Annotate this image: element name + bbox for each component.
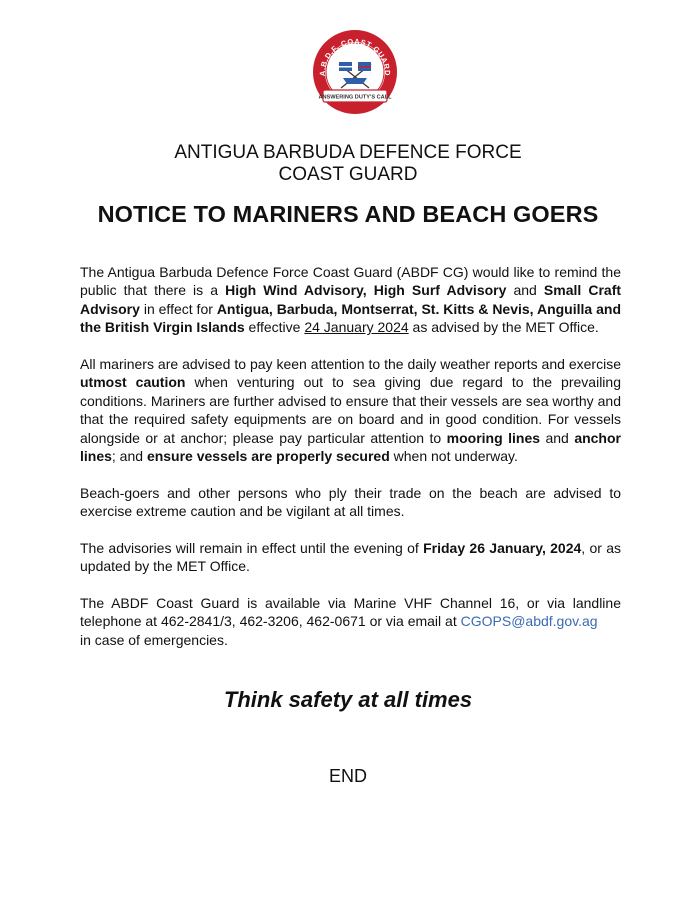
- bold-text: anchor lines: [80, 429, 621, 465]
- beach-goers-paragraph: [80, 484, 621, 521]
- bold-text: Friday 26 January, 2024: [423, 540, 582, 556]
- end-marker: END: [328, 766, 367, 786]
- safety-slogan: Think safety at all times: [223, 687, 473, 712]
- bold-text: utmost caution: [80, 374, 186, 391]
- logo-motto: ANSWERING DUTY'S CALL: [318, 94, 392, 101]
- text-run: in effect for: [139, 300, 217, 317]
- text-run: when not underway.: [389, 448, 518, 465]
- text-run: The advisories will remain in effect until the evening of: [80, 540, 424, 556]
- text-run: The ABDF Coast Guard is available via Marine VHF Channel 16, or via landline telephone at 462-2841/3, 462-3206, 462-0671 or via email at: [80, 595, 621, 630]
- text-run: , or as updated by the MET Office.: [80, 540, 621, 575]
- abdf-coast-guard-logo: [305, 26, 405, 118]
- bold-text: Small Craft Advisory: [80, 282, 622, 317]
- text-run: Beach-goers and other persons who ply their trade on the beach are advised to exercise extreme caution and be vigilant at all times.: [80, 485, 621, 520]
- bold-text: High Wind Advisory, High Surf Advisory: [225, 282, 507, 299]
- text-run: in case of emergencies.: [80, 631, 228, 648]
- text-run: and: [540, 429, 575, 446]
- logo-top-text: A.B.D.F. COAST GUARD: [317, 36, 393, 77]
- text-run: when venturing out to sea giving due regard to the prevailing conditions. Mariners are further advised to ensure that their vessels are sea worthy and that the required safety equipments are on board and in good condition. For vessels alongside or at anchor; please pay particular attention to: [80, 374, 621, 446]
- duration-paragraph: [80, 539, 621, 576]
- text-run: All mariners are advised to pay keen attention to the daily weather reports and exercise: [80, 356, 621, 372]
- contact-paragraph: [80, 594, 621, 649]
- text-run: The Antigua Barbuda Defence Force Coast Guard (ABDF CG) would like to remind the public that there is a: [80, 264, 621, 299]
- text-run: ; and: [111, 448, 147, 465]
- text-run: as advised by the MET Office.: [408, 319, 599, 336]
- org-name: ANTIGUA BARBUDA DEFENCE FORCE: [174, 142, 522, 163]
- advisory-paragraph: [80, 263, 621, 337]
- email-link[interactable]: CGOPS@abdf.gov.ag: [460, 613, 598, 630]
- bold-text: mooring lines: [446, 429, 541, 446]
- text-run: and: [506, 282, 544, 299]
- org-unit: COAST GUARD: [278, 164, 418, 185]
- mariners-paragraph: [80, 355, 621, 465]
- notice-title: NOTICE TO MARINERS AND BEACH GOERS: [97, 201, 599, 227]
- bold-text: Antigua, Barbuda, Montserrat, St. Kitts & Nevis, Anguilla and the British Virgin Islands: [80, 300, 621, 336]
- underlined-date: 24 January 2024: [304, 319, 409, 336]
- text-run: effective: [244, 319, 305, 336]
- bold-text: ensure vessels are properly secured: [146, 448, 390, 465]
